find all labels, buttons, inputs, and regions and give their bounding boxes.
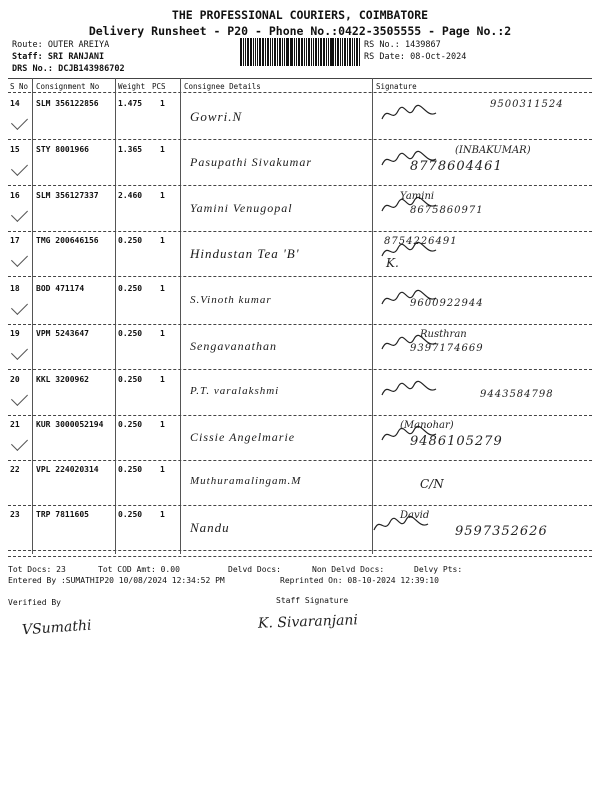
row-separator (8, 460, 592, 461)
verified-by-label: Verified By (8, 598, 61, 607)
signature-scribble (380, 149, 440, 171)
row-signature-phone: 9600922944 (410, 298, 484, 309)
row-pieces: 1 (160, 145, 165, 154)
row-serial-number: 16 (10, 191, 20, 200)
row-consignee-handwritten: S.Vinoth kumar (190, 294, 272, 306)
row-pieces: 1 (160, 329, 165, 338)
row-weight: 0.250 (118, 465, 143, 474)
runsheet-title: Delivery Runsheet - P20 - Phone No.:0422-3505555 - Page No.:2 (88, 24, 512, 38)
row-signature-phone: 9597352626 (455, 524, 548, 539)
signature-scribble (380, 288, 440, 310)
row-weight: 0.250 (118, 375, 143, 384)
row-weight: 2.460 (118, 191, 143, 200)
row-separator (8, 369, 592, 370)
row-consignment-number: VPL 224020314 (36, 465, 99, 474)
delivered-check-mark (11, 434, 28, 451)
row-signature-phone: 8754226491 (384, 236, 458, 247)
table-header-rule (8, 92, 592, 93)
row-consignment-number: STY 8001966 (36, 145, 89, 154)
row-signature-phone: 9500311524 (490, 99, 564, 110)
row-consignee-handwritten: Pasupathi Sivakumar (190, 155, 312, 169)
row-weight: 0.250 (118, 236, 143, 245)
delivered-docs: Delvd Docs: (228, 565, 281, 574)
staff-value: SRI RANJANI (47, 52, 105, 62)
rs-date-field (364, 52, 466, 62)
row-consignee-handwritten: P.T. varalakshmi (190, 385, 280, 397)
row-pieces: 1 (160, 284, 165, 293)
reprinted-on: Reprinted On: 08-10-2024 12:39:10 (280, 576, 439, 585)
signature-scribble (380, 333, 440, 355)
row-weight: 0.250 (118, 420, 143, 429)
row-consignment-number: KUR 3000052194 (36, 420, 104, 429)
col-divider (180, 78, 181, 554)
header-pcs: PCS (152, 82, 166, 91)
row-signature-name: Yamini (400, 191, 435, 202)
delivered-check-mark (11, 389, 28, 406)
rs-no-label: RS No.: (364, 40, 400, 50)
row-consignment-number: KKL 3200962 (36, 375, 89, 384)
row-signature-name: Rusthran (420, 329, 467, 340)
header-sno: S No (10, 82, 29, 91)
row-separator (8, 139, 592, 140)
row-consignment-number: SLM 356122856 (36, 99, 99, 108)
entered-by: Entered By :SUMATHIP20 10/08/2024 12:34:52 PM (8, 576, 225, 585)
signature-scribble (372, 514, 432, 536)
row-signature-name: (Manohar) (400, 420, 454, 431)
delivered-check-mark (11, 159, 28, 176)
row-separator (8, 231, 592, 232)
route-value: OUTER AREIYA (47, 40, 110, 50)
row-serial-number: 17 (10, 236, 20, 245)
row-consignment-number: TMG 200646156 (36, 236, 99, 245)
row-separator (8, 276, 592, 277)
row-pieces: 1 (160, 420, 165, 429)
delivery-points: Delvy Pts: (414, 565, 463, 574)
row-serial-number: 23 (10, 510, 20, 519)
rs-no-field (364, 40, 441, 50)
row-consignee-handwritten: Nandu (190, 520, 230, 535)
signature-scribble (380, 379, 440, 401)
row-signature-name: David (400, 510, 430, 521)
row-pieces: 1 (160, 191, 165, 200)
row-weight: 0.250 (118, 284, 143, 293)
table-bottom-rule (8, 556, 592, 557)
row-pieces: 1 (160, 375, 165, 384)
drs-value: DCJB143986702 (58, 64, 125, 74)
drs-field (12, 64, 125, 74)
row-signature-note: K. (386, 256, 399, 270)
row-signature-phone: 8778604461 (410, 159, 503, 174)
row-serial-number: 14 (10, 99, 20, 108)
row-separator (8, 550, 592, 551)
row-separator (8, 415, 592, 416)
header-signature: Signature (376, 82, 417, 91)
row-consignment-number: BOD 471174 (36, 284, 85, 293)
row-signature-phone: 9486105279 (410, 434, 503, 449)
delivered-check-mark (11, 250, 28, 267)
row-weight: 0.250 (118, 329, 143, 338)
col-divider (32, 78, 33, 554)
company-title: THE PROFESSIONAL COURIERS, COIMBATORE (171, 8, 429, 22)
drs-label: DRS No.: (12, 64, 53, 74)
row-weight: 0.250 (118, 510, 143, 519)
non-delivered-docs: Non Delvd Docs: (312, 565, 385, 574)
route-field (12, 40, 109, 50)
row-serial-number: 21 (10, 420, 20, 429)
staff-signature-label: Staff Signature (276, 596, 349, 605)
tot-cod-amount: Tot COD Amt: 0.00 (98, 565, 180, 574)
tot-docs: Tot Docs: 23 (8, 565, 66, 574)
route-label: Route: (12, 40, 43, 50)
row-weight: 1.365 (118, 145, 143, 154)
table-top-rule (8, 78, 592, 79)
delivered-check-mark (11, 205, 28, 222)
rs-date-value: 08-Oct-2024 (410, 52, 467, 62)
col-divider (115, 78, 116, 554)
row-consignee-handwritten: Yamini Venugopal (190, 201, 293, 215)
row-pieces: 1 (160, 99, 165, 108)
row-weight: 1.475 (118, 99, 143, 108)
row-signature-phone: 9397174669 (410, 343, 484, 354)
row-serial-number: 19 (10, 329, 20, 338)
signature-scribble (380, 195, 440, 217)
row-consignment-number: TRP 7811605 (36, 510, 89, 519)
barcode-image (240, 38, 360, 66)
signature-scribble (380, 103, 440, 125)
row-consignee-handwritten: Muthuramalingam.M (190, 475, 302, 487)
rs-no-value: 1439867 (404, 40, 441, 50)
row-pieces: 1 (160, 510, 165, 519)
staff-field (12, 52, 104, 62)
row-consignee-handwritten: Hindustan Tea 'B' (190, 246, 300, 261)
row-consignment-number: SLM 356127337 (36, 191, 99, 200)
row-signature-phone: 8675860971 (410, 205, 484, 216)
delivered-check-mark (11, 298, 28, 315)
row-pieces: 1 (160, 465, 165, 474)
header-consignment: Consignment No (36, 82, 100, 91)
staff-label: Staff: (12, 52, 43, 62)
rs-date-label: RS Date: (364, 52, 405, 62)
header-weight: Weight (118, 82, 146, 91)
delivered-check-mark (11, 113, 28, 130)
row-signature-phone: 9443584798 (480, 389, 554, 400)
signature-scribble (380, 424, 440, 446)
row-signature-name: (INBAKUMAR) (455, 145, 531, 156)
row-separator (8, 324, 592, 325)
row-serial-number: 18 (10, 284, 20, 293)
delivered-check-mark (11, 343, 28, 360)
row-serial-number: 20 (10, 375, 20, 384)
row-consignee-handwritten: Sengavanathan (190, 339, 277, 353)
row-serial-number: 22 (10, 465, 20, 474)
row-consignee-handwritten: Gowri.N (190, 109, 243, 124)
row-consignment-number: VPM 5243647 (36, 329, 89, 338)
row-signature-note: C/N (420, 477, 444, 491)
header-consignee: Consignee Details (184, 82, 261, 91)
col-divider (372, 78, 373, 554)
verified-signature: VSumathi (21, 617, 92, 639)
row-pieces: 1 (160, 236, 165, 245)
row-separator (8, 505, 592, 506)
row-serial-number: 15 (10, 145, 20, 154)
staff-signature: K. Sivaranjani (257, 612, 359, 632)
row-consignee-handwritten: Cissie Angelmarie (190, 430, 296, 444)
row-separator (8, 185, 592, 186)
signature-scribble (380, 240, 440, 262)
